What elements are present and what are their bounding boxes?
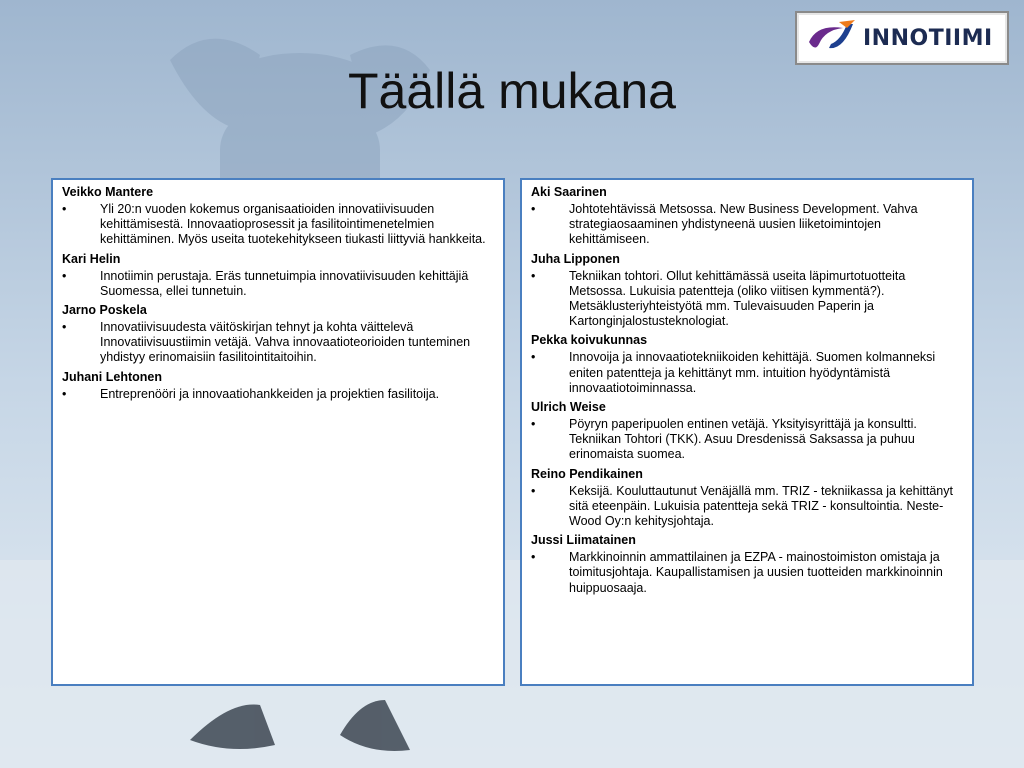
person-entry [62, 303, 495, 366]
person-description: Entreprenööri ja innovaatiohankkeiden ja projektien fasilitoija. [100, 386, 440, 401]
person-entry [531, 333, 964, 396]
person-description: Innovatiivisuudesta väitöskirjan tehnyt ja kohta väittelevä Innovatiivisuustiimin vetäjä. Vahva innovaatioteorioiden tunteminen yhdistyy erinomaisiin fasilitointitaitoihin. [100, 320, 471, 365]
bullet-icon: • [531, 350, 536, 365]
person-name: Kari Helin [62, 251, 121, 266]
innotiimi-swoosh-icon [803, 18, 859, 58]
bullet-icon: • [531, 417, 536, 432]
person-entry [62, 370, 495, 402]
person-name: Pekka koivukunnas [531, 333, 648, 348]
person-name: Juha Lipponen [531, 251, 620, 266]
innotiimi-logo [795, 11, 1009, 65]
person-entry [62, 185, 495, 248]
person-description: Innovoija ja innovaatiotekniikoiden kehittäjä. Suomen kolmanneksi eniten patentteja ja kehittänyt mm. intuition hyödyntämistä innovaatiotoiminnassa. [569, 350, 936, 395]
person-description: Keksijä. Kouluttautunut Venäjällä mm. TRIZ - tekniikassa ja kehittänyt sitä eteenpäin. Lukuisia patentteja sekä TRIZ - konsultointia. Neste-Wood Oy:n kehitysjohtaja. [569, 483, 953, 529]
bullet-item [62, 320, 495, 366]
person-description: Yli 20:n vuoden kokemus organisaatioiden innovatiivisuuden kehittämisestä. Innovaatioprosessit ja fasilitointimenetelmien kehittäminen. Myös useita tuotekehitykseen tiukasti liittyviä hankkeita. [100, 202, 486, 247]
bullet-item [62, 202, 495, 248]
bullet-item [62, 387, 495, 402]
person-description: Innotiimin perustaja. Eräs tunnetuimpia innovatiivisuuden kehittäjiä Suomessa, ellei tunnetuin. [100, 268, 469, 298]
person-entry [531, 467, 964, 530]
person-name: Ulrich Weise [531, 400, 606, 415]
right-panel [520, 178, 974, 686]
person-description: Markkinoinnin ammattilainen ja EZPA - mainostoimiston omistaja ja toimitusjohtaja. Kaupallistamisen ja uusien tuotteiden markkinoinnin huippuosaaja. [569, 550, 943, 595]
bullet-item [531, 417, 964, 463]
bullet-icon: • [531, 483, 536, 498]
person-description: Johtotehtävissä Metsossa. New Business Development. Vahva strategiaosaaminen yhdistyneenä uusien liiketoimintojen kehittämiseen. [569, 202, 918, 247]
slide-title: Täällä mukana [348, 63, 676, 119]
person-name: Reino Pendikainen [531, 466, 643, 481]
bullet-icon: • [531, 268, 536, 283]
person-name: Jussi Liimatainen [531, 533, 636, 548]
person-entry [531, 252, 964, 330]
bullet-icon: • [62, 320, 67, 335]
bullet-item [531, 484, 964, 530]
person-entry [531, 400, 964, 463]
bullet-icon: • [62, 202, 67, 216]
bullet-icon: • [531, 550, 536, 565]
left-panel [51, 178, 505, 686]
person-entry [531, 533, 964, 596]
bullet-item [531, 269, 964, 330]
bullet-icon: • [531, 202, 536, 216]
bullet-item [531, 202, 964, 248]
bullet-icon: • [62, 386, 67, 401]
bullet-icon: • [62, 268, 67, 283]
person-name: Veikko Mantere [62, 185, 154, 199]
person-description: Tekniikan tohtori. Ollut kehittämässä useita läpimurtotuotteita Metsossa. Lukuisia patentteja (oliko viitisen kymmentä?). Metsäklusteriyhteistyötä mm. Tulevaisuuden Paperin ja Kartonginjalostusteknologiat. [569, 268, 906, 329]
logo-text: INNOTIIMI [863, 25, 993, 51]
bullet-item [62, 269, 495, 299]
person-entry [531, 185, 964, 248]
person-name: Jarno Poskela [62, 303, 147, 318]
person-entry [62, 252, 495, 299]
person-description: Pöyryn paperipuolen entinen vetäjä. Yksityisyrittäjä ja konsultti. Tekniikan Tohtori (TKK). Asuu Dresdenissä Saksassa ja puhuu erinomaista suomea. [569, 417, 917, 462]
person-name: Juhani Lehtonen [62, 369, 162, 384]
bullet-item [531, 550, 964, 596]
person-name: Aki Saarinen [531, 185, 607, 199]
bullet-item [531, 350, 964, 396]
